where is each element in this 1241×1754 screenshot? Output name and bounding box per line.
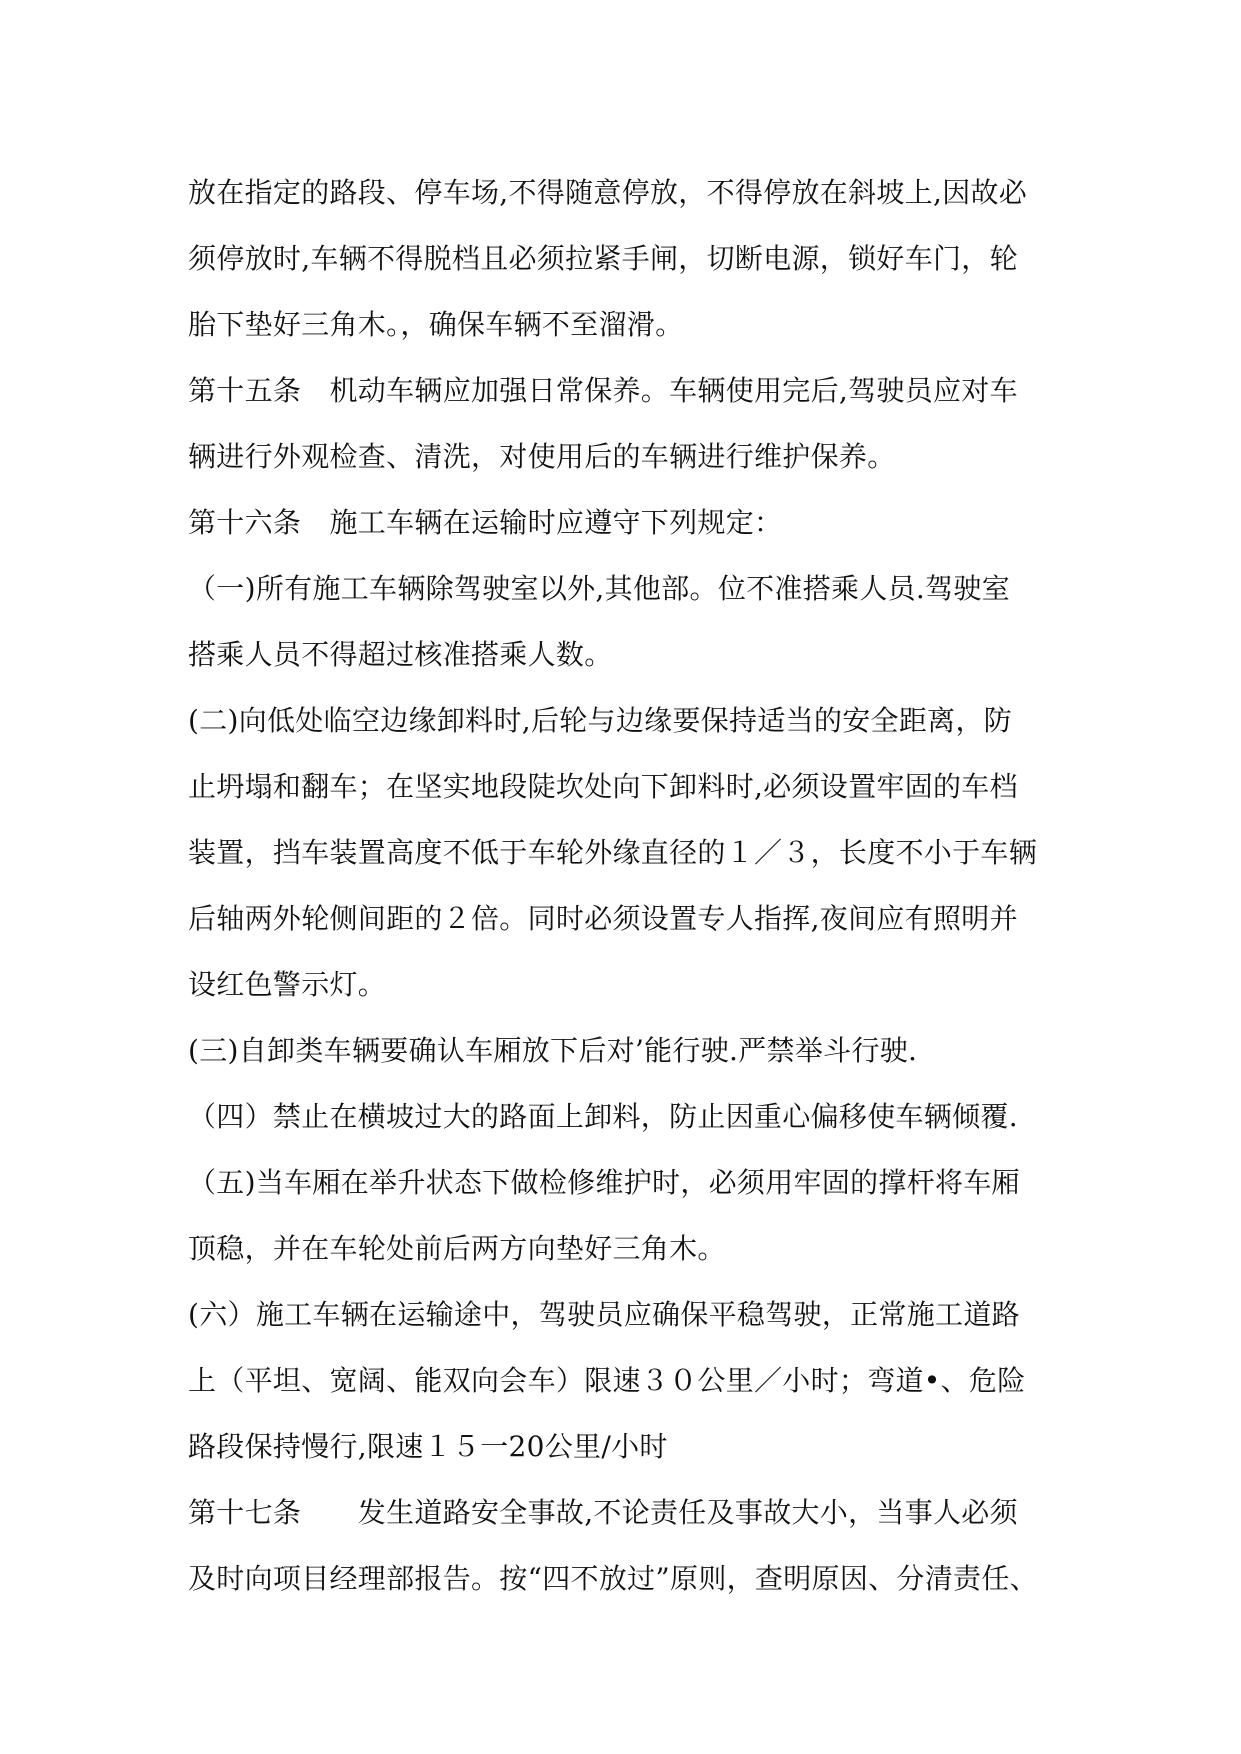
article-16-heading-line: 第十六条 施工车辆在运输时应遵守下列规定： bbox=[188, 506, 783, 539]
text-line: 止坍塌和翻车；在坚实地段陡坎处向下卸料时,必须设置牢固的车档 bbox=[188, 770, 1018, 803]
text-line: 辆进行外观检查、清洗，对使用后的车辆进行维护保养。 bbox=[188, 440, 896, 473]
text-line: 装置，挡车装置高度不低于车轮外缘直径的１／３，长度不小于车辆 bbox=[188, 836, 1038, 869]
article-17-heading-line: 第十七条 发生道路安全事故,不论责任及事故大小，当事人必须 bbox=[188, 1496, 1018, 1529]
text-line: 设红色警示灯。 bbox=[188, 968, 387, 1001]
text-line: 搭乘人员不得超过核准搭乘人数。 bbox=[188, 638, 613, 671]
text-line: 及时向项目经理部报告。按“四不放过”原则，查明原因、分清责任、 bbox=[188, 1562, 1038, 1595]
clause-5-line: （五)当车厢在举升状态下做检修维护时，必须用牢固的撑杆将车厢 bbox=[188, 1166, 1020, 1199]
text-line: 胎下垫好三角木。，确保车辆不至溜滑。 bbox=[188, 308, 684, 341]
text-line: 放在指定的路段、停车场,不得随意停放，不得停放在斜坡上,因故必 bbox=[188, 176, 1028, 209]
clause-4-line: （四）禁止在横坡过大的路面上卸料，防止因重心偏移使车辆倾覆. bbox=[188, 1100, 1018, 1133]
text-line: 顶稳，并在车轮处前后两方向垫好三角木。 bbox=[188, 1232, 726, 1265]
clause-6-line: (六）施工车辆在运输途中，驾驶员应确保平稳驾驶，正常施工道路 bbox=[188, 1298, 1020, 1331]
clause-1-line: （一)所有施工车辆除驾驶室以外,其他部。位不准搭乘人员.驾驶室 bbox=[188, 572, 1011, 605]
text-line: 路段保持慢行,限速１５一20公里/小时 bbox=[188, 1430, 668, 1463]
text-line: 后轴两外轮侧间距的２倍。同时必须设置专人指挥,夜间应有照明并 bbox=[188, 902, 1018, 935]
text-line: 上（平坦、宽阔、能双向会车）限速３０公里／小时；弯道•、危险 bbox=[188, 1364, 1026, 1397]
article-15-heading-line: 第十五条 机动车辆应加强日常保养。车辆使用完后,驾驶员应对车 bbox=[188, 374, 1018, 407]
clause-3-line: (三)自卸类车辆要确认车厢放下后对’能行驶.严禁举斗行驶. bbox=[188, 1034, 918, 1067]
clause-2-line: (二)向低处临空边缘卸料时,后轮与边缘要保持适当的安全距离，防 bbox=[188, 704, 1013, 737]
body-text bbox=[188, 160, 1068, 1612]
text-line: 须停放时,车辆不得脱档且必须拉紧手闸，切断电源，锁好车门，轮 bbox=[188, 242, 1018, 275]
